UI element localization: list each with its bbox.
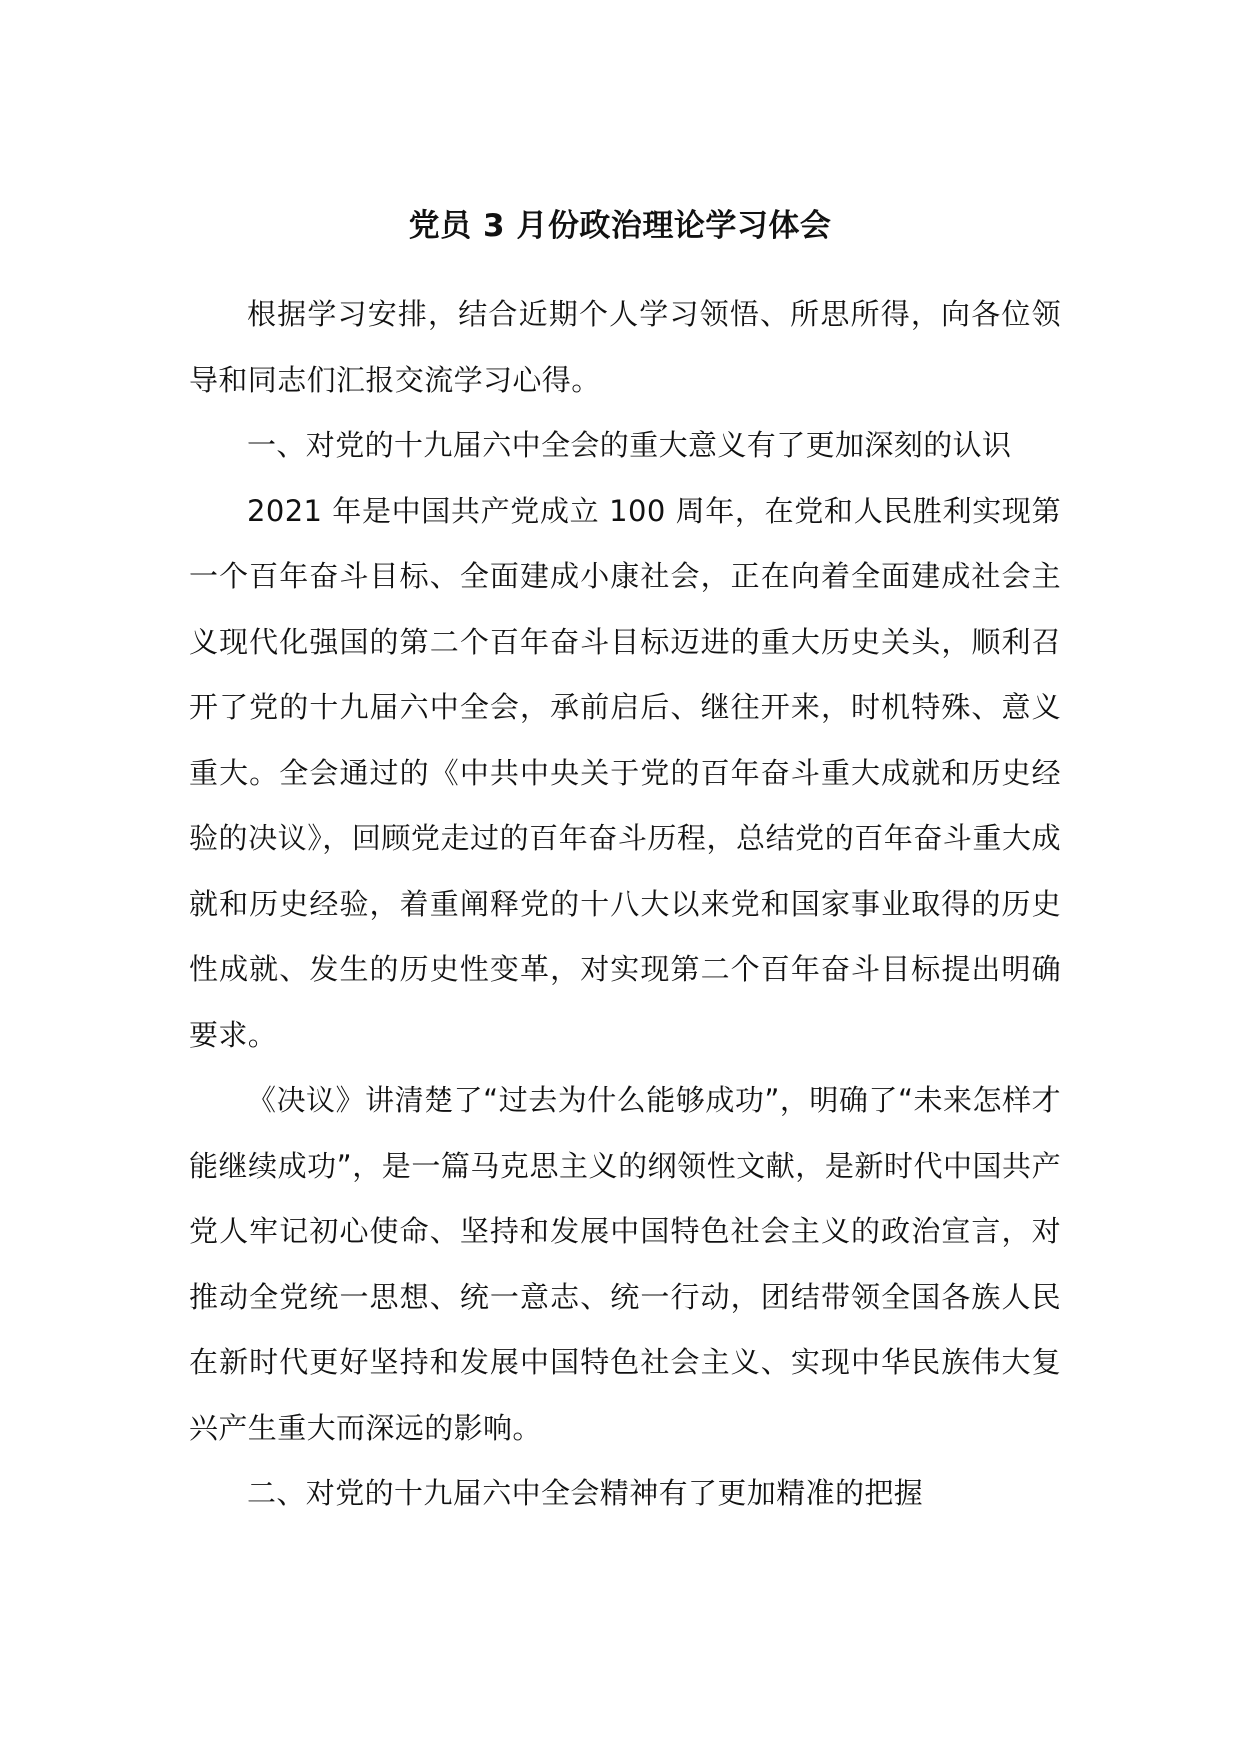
document-title: 党员 3 月份政治理论学习体会 <box>408 208 832 244</box>
body-paragraph: 2021 年是中国共产党成立 100 周年，在党和人民胜利实现第一个百年奋斗目标、全面建成小康社会，正在向着全面建成社会主义现代化强国的第二个百年奋斗目标迈进的重大历史关头，顺利召开了党的十九届六中全会，承前启后、继往开来，时机特殊、意义重大。全会通过的《中共中央关于党的百年奋斗重大成就和历史经验的决议》，回顾党走过的百年奋斗历程，总结党的百年奋斗重大成就和历史经验，着重阐释党的十八大以来党和国家事业取得的历史性成就、发生的历史性变革，对实现第二个百年奋斗目标提出明确要求。 <box>189 493 1061 1052</box>
section-heading-2: 二、对党的十九届六中全会精神有了更加精准的把握 <box>247 1476 924 1510</box>
document-body <box>189 282 1061 1527</box>
body-paragraph: 《决议》讲清楚了“过去为什么能够成功”，明确了“未来怎样才能继续成功”，是一篇马克思主义的纲领性文献，是新时代中国共产党人牢记初心使命、坚持和发展中国特色社会主义的政治宣言，对推动全党统一思想、统一意志、统一行动，团结带领全国各族人民在新时代更好坚持和发展中国特色社会主义、实现中华民族伟大复兴产生重大而深远的影响。 <box>189 1083 1061 1445</box>
intro-paragraph: 根据学习安排，结合近期个人学习领悟、所思所得，向各位领导和同志们汇报交流学习心得。 <box>189 297 1061 397</box>
section-heading-1: 一、对党的十九届六中全会的重大意义有了更加深刻的认识 <box>247 428 1012 462</box>
